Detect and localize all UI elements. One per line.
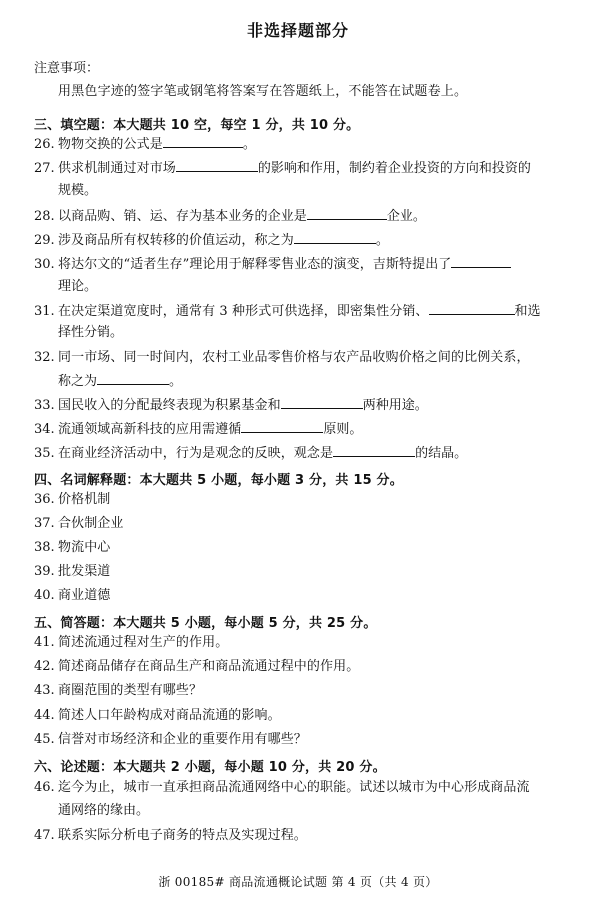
- question-text-tail: 的影响和作用，制约着企业投资的方向和投资的: [257, 161, 531, 176]
- question-number: 32.: [34, 350, 55, 365]
- question-44: [34, 705, 564, 727]
- question-number: 47.: [34, 828, 55, 843]
- question-number: 26.: [34, 137, 55, 152]
- question-text: 将达尔文的“适者生存”理论用于解释零售业态的演变，吉斯特提出了: [58, 257, 452, 272]
- question-38: [34, 537, 564, 559]
- question-text: 批发渠道: [58, 564, 111, 579]
- question-text: 流通领域高新科技的应用需遵循: [58, 422, 242, 437]
- question-31: [34, 300, 564, 323]
- page-footer: 浙 00185# 商品流通概论试题 第 4 页（共 4 页）: [158, 875, 438, 889]
- question-number: 41.: [34, 635, 55, 650]
- question-46: [34, 777, 564, 799]
- question-number: 36.: [34, 492, 55, 507]
- question-text: 物物交换的公式是: [58, 137, 163, 152]
- answer-blank: [97, 370, 169, 385]
- question-30: [34, 253, 564, 276]
- question-number: 34.: [34, 422, 55, 437]
- question-text-tail: 。: [242, 137, 256, 152]
- question-number: 31.: [34, 304, 55, 319]
- answer-blank: [451, 253, 511, 268]
- question-32-continuation: [58, 370, 182, 393]
- question-text: 信誉对市场经济和企业的重要作用有哪些？: [58, 732, 307, 747]
- question-46-continuation: 通网络的缘由。: [58, 803, 150, 818]
- question-text: 在商业经济活动中，行为是观念的反映，观念是: [58, 446, 334, 461]
- section-heading-fill-in: 三、填空题：本大题共 10 空，每空 1 分，共 10 分。: [34, 118, 360, 133]
- question-number: 42.: [34, 659, 55, 674]
- question-text: 同一市场、同一时间内，农村工业品零售价格与农产品收购价格之间的比例关系，: [58, 350, 530, 365]
- question-text: 联系实际分析电子商务的特点及实现过程。: [58, 828, 307, 843]
- question-text-tail: 。: [375, 233, 389, 248]
- answer-blank: [176, 157, 258, 172]
- notice-heading: 注意事项：: [34, 61, 100, 76]
- question-text-tail: 和选: [514, 304, 541, 319]
- answer-blank: [429, 300, 515, 315]
- question-text: 物流中心: [58, 540, 111, 555]
- answer-blank: [294, 229, 376, 244]
- question-47: [34, 825, 564, 847]
- section-heading-essay: 六、论述题：本大题共 2 小题，每小题 10 分，共 20 分。: [34, 760, 386, 775]
- question-text-tail: 原则。: [323, 422, 363, 437]
- question-number: 39.: [34, 564, 55, 579]
- question-text-tail: 企业。: [386, 209, 426, 224]
- answer-blank: [163, 133, 243, 148]
- question-40: [34, 585, 564, 607]
- page-title: 非选择题部分: [246, 21, 349, 40]
- question-text: 以商品购、销、运、存为基本业务的企业是: [58, 209, 307, 224]
- question-31-continuation: 择性分销。: [58, 325, 124, 340]
- question-text: 商圈范围的类型有哪些？: [58, 683, 203, 698]
- question-text: 供求机制通过对市场: [58, 161, 176, 176]
- question-28: [34, 205, 564, 228]
- section-heading-short-answer: 五、简答题：本大题共 5 小题，每小题 5 分，共 25 分。: [34, 616, 377, 631]
- question-35: [34, 442, 564, 465]
- question-number: 30.: [34, 257, 55, 272]
- question-42: [34, 656, 564, 678]
- answer-blank: [307, 205, 387, 220]
- question-text: 合伙制企业: [58, 516, 124, 531]
- question-30-continuation: 理论。: [58, 279, 98, 294]
- question-26: [34, 133, 564, 156]
- question-37: [34, 513, 564, 535]
- question-41: [34, 632, 564, 654]
- question-34: [34, 418, 564, 441]
- notice-body: 用黑色字迹的签字笔或钢笔将答案写在答题纸上，不能答在试题卷上。: [58, 84, 468, 99]
- question-text: 涉及商品所有权转移的价值运动，称之为: [58, 233, 294, 248]
- question-number: 37.: [34, 516, 55, 531]
- question-text: 称之为: [58, 374, 98, 389]
- question-text-tail: 。: [169, 374, 183, 389]
- question-number: 44.: [34, 708, 55, 723]
- question-27: [34, 157, 564, 180]
- question-number: 46.: [34, 780, 55, 795]
- question-29: [34, 229, 564, 252]
- question-text: 简述人口年龄构成对商品流通的影响。: [58, 708, 281, 723]
- question-39: [34, 561, 564, 583]
- question-number: 38.: [34, 540, 55, 555]
- question-number: 43.: [34, 683, 55, 698]
- question-number: 33.: [34, 398, 55, 413]
- answer-blank: [333, 442, 415, 457]
- question-33: [34, 394, 564, 417]
- question-45: [34, 729, 564, 751]
- answer-blank: [281, 394, 363, 409]
- question-number: 40.: [34, 588, 55, 603]
- answer-blank: [241, 418, 323, 433]
- question-text: 在决定渠道宽度时，通常有 3 种形式可供选择，即密集性分销、: [58, 304, 429, 319]
- question-43: [34, 680, 564, 702]
- question-number: 35.: [34, 446, 55, 461]
- question-text-tail: 的结晶。: [415, 446, 468, 461]
- question-text: 迄今为止，城市一直承担商品流通网络中心的职能。试述以城市为中心形成商品流: [58, 780, 530, 795]
- question-text: 简述流通过程对生产的作用。: [58, 635, 229, 650]
- question-number: 29.: [34, 233, 55, 248]
- question-number: 45.: [34, 732, 55, 747]
- question-text: 价格机制: [58, 492, 111, 507]
- question-number: 27.: [34, 161, 55, 176]
- question-text: 国民收入的分配最终表现为积累基金和: [58, 398, 281, 413]
- section-heading-definitions: 四、名词解释题：本大题共 5 小题，每小题 3 分，共 15 分。: [34, 473, 403, 488]
- question-text: 商业道德: [58, 588, 111, 603]
- question-27-continuation: 规模。: [58, 183, 98, 198]
- question-text: 简述商品储存在商品生产和商品流通过程中的作用。: [58, 659, 360, 674]
- question-number: 28.: [34, 209, 55, 224]
- question-36: [34, 489, 564, 511]
- question-32: [34, 347, 564, 369]
- question-text-tail: 两种用途。: [362, 398, 428, 413]
